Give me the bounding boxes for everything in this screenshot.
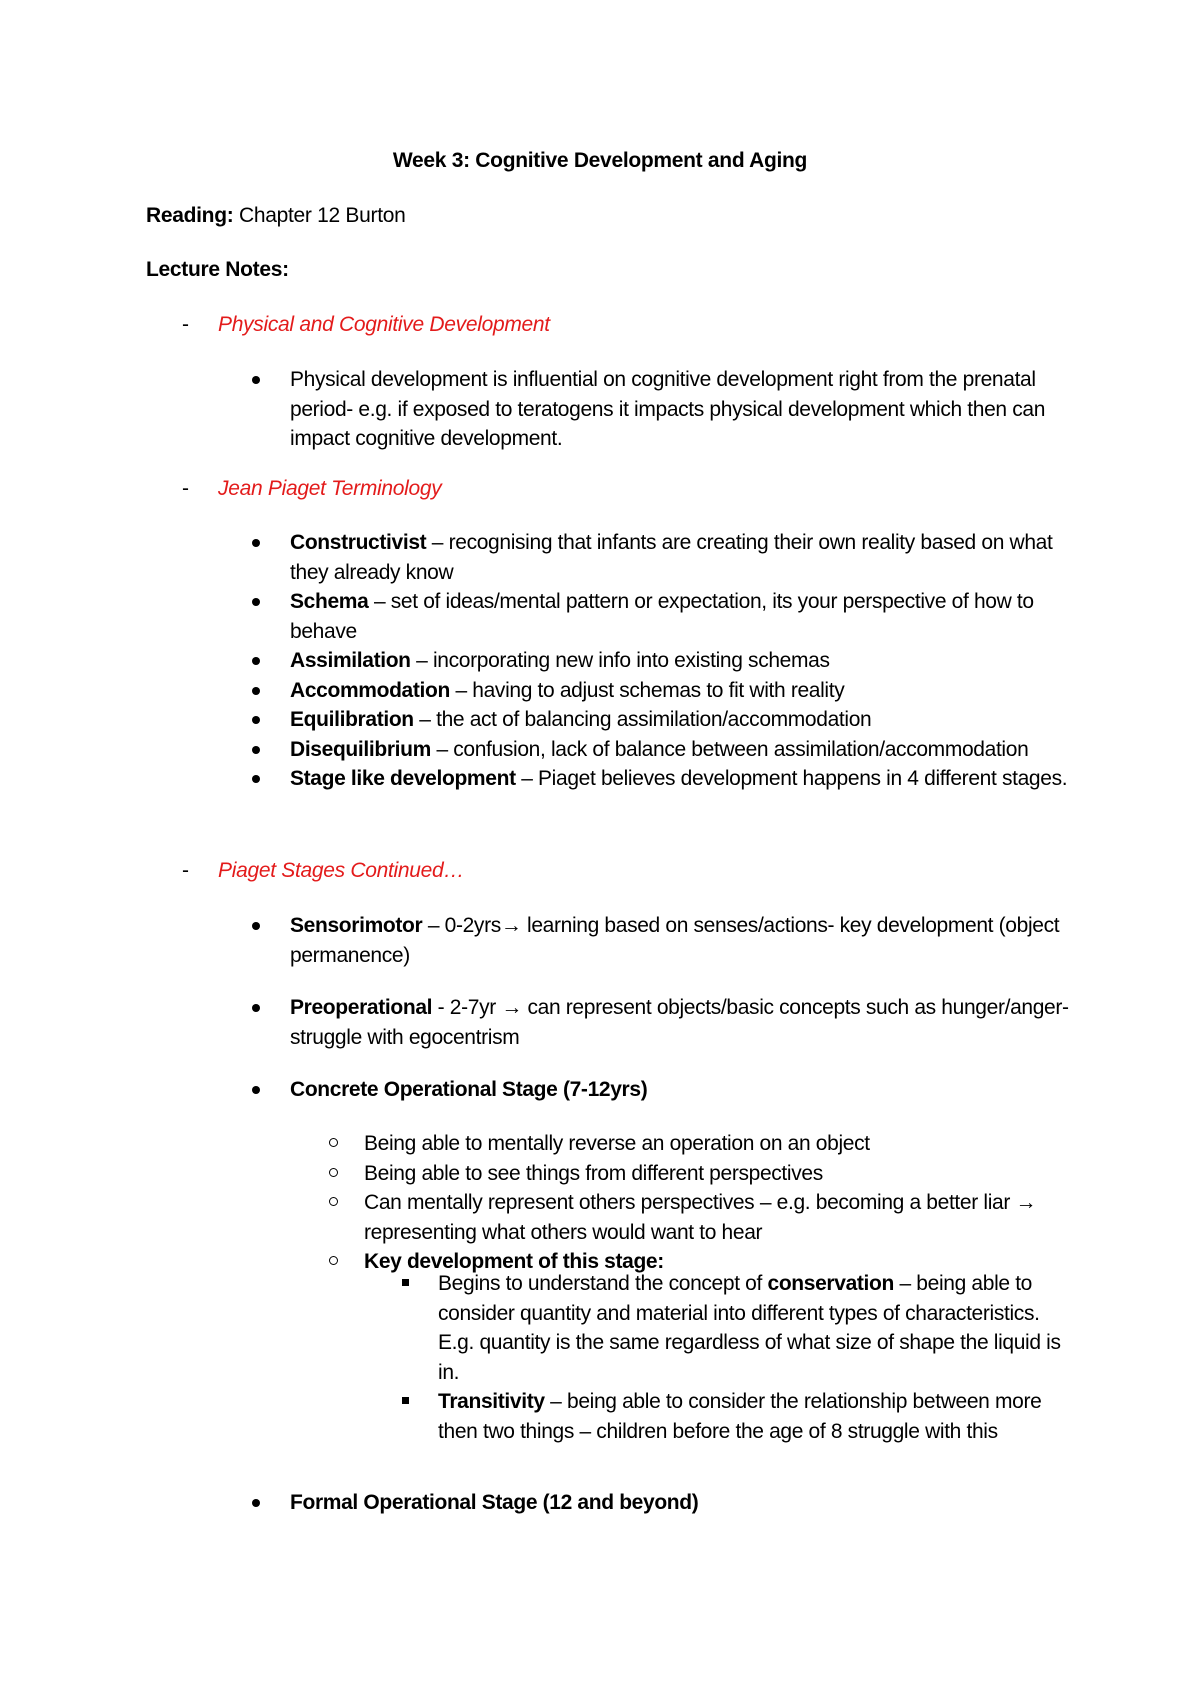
circle-bullet-icon xyxy=(329,1138,338,1147)
list-item-preoperational: Preoperational - 2-7yr → can represent objects/basic concepts such as hunger/anger- struggle with egocentrism xyxy=(290,993,1070,1052)
list-item: Physical development is influential on cognitive development right from the prenatal period- e.g. if exposed to teratogens it impacts physical development which then can impact cognitive development. xyxy=(290,365,1070,454)
list-item: Stage like development – Piaget believes development happens in 4 different stages. xyxy=(290,764,1070,794)
physical-bullets xyxy=(290,365,1070,454)
section-heading-physical: - Physical and Cognitive Development xyxy=(182,310,550,340)
bullet-icon xyxy=(252,1004,260,1012)
stages-bullets-d xyxy=(290,1488,1070,1518)
reading-label: Reading: xyxy=(146,204,234,227)
square-bullet-icon xyxy=(402,1279,409,1286)
list-item: Accommodation – having to adjust schemas to fit with reality xyxy=(290,676,1070,706)
bullet-icon xyxy=(252,657,260,665)
bullet-icon xyxy=(252,539,260,547)
stages-bullets-c xyxy=(290,1075,1070,1105)
list-item: Disequilibrium – confusion, lack of balance between assimilation/accommodation xyxy=(290,735,1070,765)
page-title: Week 3: Cognitive Development and Aging xyxy=(392,149,808,172)
bullet-icon xyxy=(252,376,260,384)
dash-marker: - xyxy=(182,859,189,882)
bullet-icon xyxy=(252,775,260,783)
list-item-key-development: Key development of this stage: xyxy=(364,1247,1074,1277)
concrete-points xyxy=(364,1129,1074,1277)
bullet-icon xyxy=(252,922,260,930)
bullet-icon xyxy=(252,687,260,695)
bullet-icon xyxy=(252,1086,260,1094)
list-item-sensorimotor: Sensorimotor – 0-2yrs→ learning based on senses/actions- key development (object permanence) xyxy=(290,911,1070,970)
list-item: Being able to see things from different perspectives xyxy=(364,1159,1074,1189)
list-item: Can mentally represent others perspectives – e.g. becoming a better liar → representing what others would want to hear xyxy=(364,1188,1074,1247)
section-heading-terminology: - Jean Piaget Terminology xyxy=(182,474,441,504)
stages-bullets-b xyxy=(290,993,1070,1052)
circle-bullet-icon xyxy=(329,1197,338,1206)
bullet-icon xyxy=(252,716,260,724)
key-development-points xyxy=(438,1269,1078,1446)
bullet-icon xyxy=(252,746,260,754)
list-item: Equilibration – the act of balancing assimilation/accommodation xyxy=(290,705,1070,735)
square-bullet-icon xyxy=(402,1397,409,1404)
dash-marker: - xyxy=(182,477,189,500)
list-item: Schema – set of ideas/mental pattern or expectation, its your perspective of how to behave xyxy=(290,587,1070,646)
circle-bullet-icon xyxy=(329,1168,338,1177)
list-item-formal: Formal Operational Stage (12 and beyond) xyxy=(290,1488,1070,1518)
stages-bullets-a xyxy=(290,911,1070,970)
lecture-notes-label: Lecture Notes: xyxy=(146,258,289,281)
list-item-concrete: Concrete Operational Stage (7-12yrs) xyxy=(290,1075,1070,1105)
list-item: Constructivist – recognising that infants are creating their own reality based on what they already know xyxy=(290,528,1070,587)
list-item: Assimilation – incorporating new info into existing schemas xyxy=(290,646,1070,676)
dash-marker: - xyxy=(182,313,189,336)
circle-bullet-icon xyxy=(329,1256,338,1265)
bullet-icon xyxy=(252,1499,260,1507)
list-item-conservation: Begins to understand the concept of conservation – being able to consider quantity and material into different types of characteristics. E.g. quantity is the same regardless of what size of shape the liquid is in. xyxy=(438,1269,1078,1387)
terminology-bullets xyxy=(290,528,1070,794)
bullet-icon xyxy=(252,598,260,606)
section-heading-stages: - Piaget Stages Continued… xyxy=(182,856,464,886)
reading-line xyxy=(146,201,405,231)
reading-text: Chapter 12 Burton xyxy=(233,204,406,227)
list-item: Being able to mentally reverse an operation on an object xyxy=(364,1129,1074,1159)
list-item-transitivity: Transitivity – being able to consider the relationship between more then two things – children before the age of 8 struggle with this xyxy=(438,1387,1078,1446)
